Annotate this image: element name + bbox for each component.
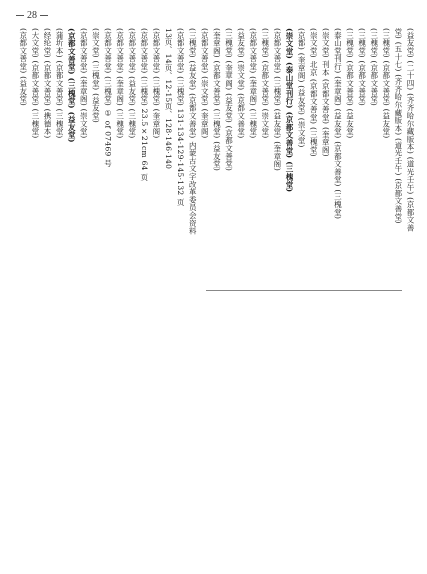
text-column: (大文堂) (京都文善堂) (三槐堂) — [30, 28, 40, 139]
page-number-header — [16, 10, 48, 21]
text-column: (京都文善堂) (三槐堂) 131·134·129·145·132 页 — [176, 28, 186, 206]
text-column: (三槐堂) (益友堂) (京都文善堂) 内蒙古文字改革委员会资料 — [188, 28, 198, 235]
text-column: (京都文善堂) (三槐堂) 23.5×21cm 64 页 — [139, 28, 149, 182]
text-column: (益友堂) (崇文堂) (京都文善堂) — [236, 28, 246, 139]
text-column: (泰山堂刊行) (奎章阁) (益友堂) (京都文善堂) (三槐堂) — [333, 28, 343, 220]
text-column: (三槐堂) (京都文善堂) — [369, 28, 379, 106]
text-column: (三槐堂) (京都文善堂) (益友堂) — [381, 28, 391, 139]
text-column: (奎章阁) (京都文善堂) (三槐堂) (益友堂) — [212, 28, 222, 172]
header-dash-left — [16, 15, 24, 16]
document-body — [14, 28, 416, 568]
page-number: 28 — [27, 10, 37, 21]
text-column: (京都文善堂) (奎章阁) (三槐堂) — [115, 28, 125, 139]
text-column: (崇文堂) (泰山堂刊行) (京都文善堂) (三槐堂) — [285, 28, 294, 193]
text-column: (经纶堂) (京都文善堂) (携德本) — [43, 28, 52, 139]
text-column: (三槐堂) (京都文善堂) (崇文堂) — [260, 28, 270, 139]
text-column: (益友堂) (二十四) (齐齐哈尔藏版本) (道光壬午) (京都文善 — [406, 28, 415, 232]
text-column: (京都) (奎章阁) (益友堂) (崇文堂) — [297, 28, 307, 148]
text-column: (崇文堂) 刊本 (京都文善堂) (奎章阁) — [321, 28, 331, 157]
text-column: (京都文善堂) (三槐堂) (益友堂) — [67, 28, 77, 143]
text-column: (京都文善堂) (奎章阁) (崇文堂) — [79, 28, 89, 139]
text-column: (三槐堂) (京都文善堂) (益友堂) — [345, 28, 355, 139]
text-column: (京都文善堂) (益友堂) — [18, 28, 28, 106]
text-column: (京都文善堂) (三槐堂) (奎章阁) — [151, 28, 161, 139]
text-column: (京都文善堂) (益友堂) (三槐堂) — [127, 28, 137, 139]
text-column: (三槐堂) (奎章阁) (益友堂) (京都文善堂) — [224, 28, 234, 172]
text-column: (三槐堂) (京都文善堂) — [357, 28, 367, 106]
header-dash-right — [40, 15, 48, 16]
text-column: 堂) (五十七) (齐齐哈尔藏版本) (道光壬午) (京都文善堂) — [393, 28, 403, 224]
text-column: (崇文堂) (三槐堂) (益友堂) — [91, 28, 101, 123]
text-column: (蒲圻本) (京都文善堂) (三槐堂) — [55, 28, 65, 139]
text-column: 13页、14页、12-15页、128·146·140 — [164, 28, 173, 170]
text-column: (崇文堂) 北京 (京都文善堂) (三槐堂) — [309, 28, 319, 157]
text-column: (京都文善堂) (三槐堂) (益友堂) (奎章阁) — [272, 28, 282, 172]
text-column: (京都文善堂) (奎章阁) (三槐堂) — [248, 28, 258, 139]
text-column: (京都文善堂) (崇文堂) (奎章阁) — [200, 28, 210, 139]
text-column: (京都文善堂) (三槐堂) ① of 07469 号 — [103, 28, 113, 168]
